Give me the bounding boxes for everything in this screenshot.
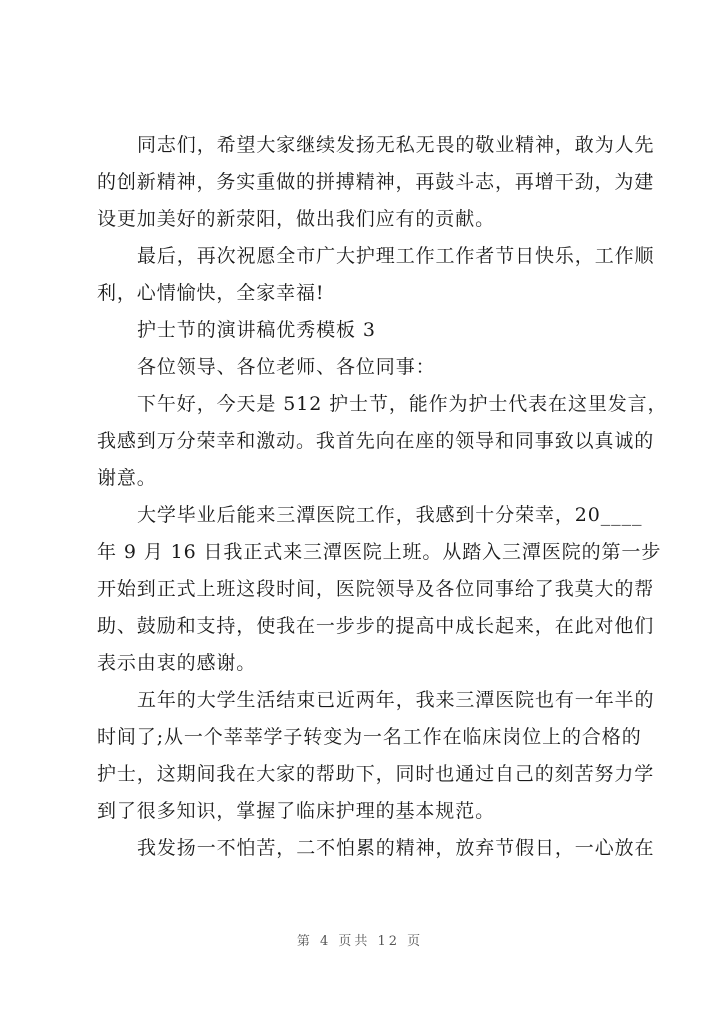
paragraph-line: 开始到正式上班这段时间，医院领导及各位同事给了我莫大的帮: [97, 578, 655, 600]
salutation: 各位领导、各位老师、各位同事：: [137, 356, 436, 378]
document-body: [97, 127, 668, 867]
paragraph-line: 表示由衷的感谢。: [97, 652, 257, 674]
paragraph-line: 五年的大学生活结束已近两年，我来三潭医院也有一年半的: [137, 689, 655, 711]
paragraph-line: 最后，再次祝愿全市广大护理工作工作者节日快乐，工作顺: [137, 245, 655, 267]
paragraph-line: 同志们，希望大家继续发扬无私无畏的敬业精神，敢为人先: [137, 134, 655, 156]
paragraph-line: 大学毕业后能来三潭医院工作，我感到十分荣幸，20____: [137, 504, 643, 526]
paragraph-line: 护士，这期间我在大家的帮助下，同时也通过自己的刻苦努力学: [97, 763, 655, 785]
paragraph-line: 助、鼓励和支持，使我在一步步的提高中成长起来，在此对他们: [97, 615, 655, 637]
paragraph-line: 我发扬一不怕苦，二不怕累的精神，放弃节假日，一心放在: [137, 837, 655, 859]
paragraph-line: 利，心情愉快，全家幸福!: [97, 282, 325, 304]
page-number-footer: 第 4 页共 12 页: [296, 934, 424, 949]
section-heading: 护士节的演讲稿优秀模板 3: [137, 319, 376, 341]
paragraph-line: 年 9 月 16 日我正式来三潭医院上班。从踏入三潭医院的第一步: [97, 541, 662, 563]
paragraph-line: 我感到万分荣幸和激动。我首先向在座的领导和同事致以真诚的: [97, 430, 655, 452]
paragraph-line: 时间了;从一个莘莘学子转变为一名工作在临床岗位上的合格的: [97, 726, 642, 748]
paragraph-line: 设更加美好的新荥阳，做出我们应有的贡献。: [97, 208, 496, 230]
paragraph-line: 到了很多知识，掌握了临床护理的基本规范。: [97, 800, 496, 822]
paragraph-line: 谢意。: [97, 467, 157, 489]
paragraph-line: 的创新精神，务实重做的拼搏精神，再鼓斗志，再增干劲，为建: [97, 171, 655, 193]
paragraph-line: 下午好，今天是 512 护士节，能作为护士代表在这里发言，: [137, 393, 668, 415]
